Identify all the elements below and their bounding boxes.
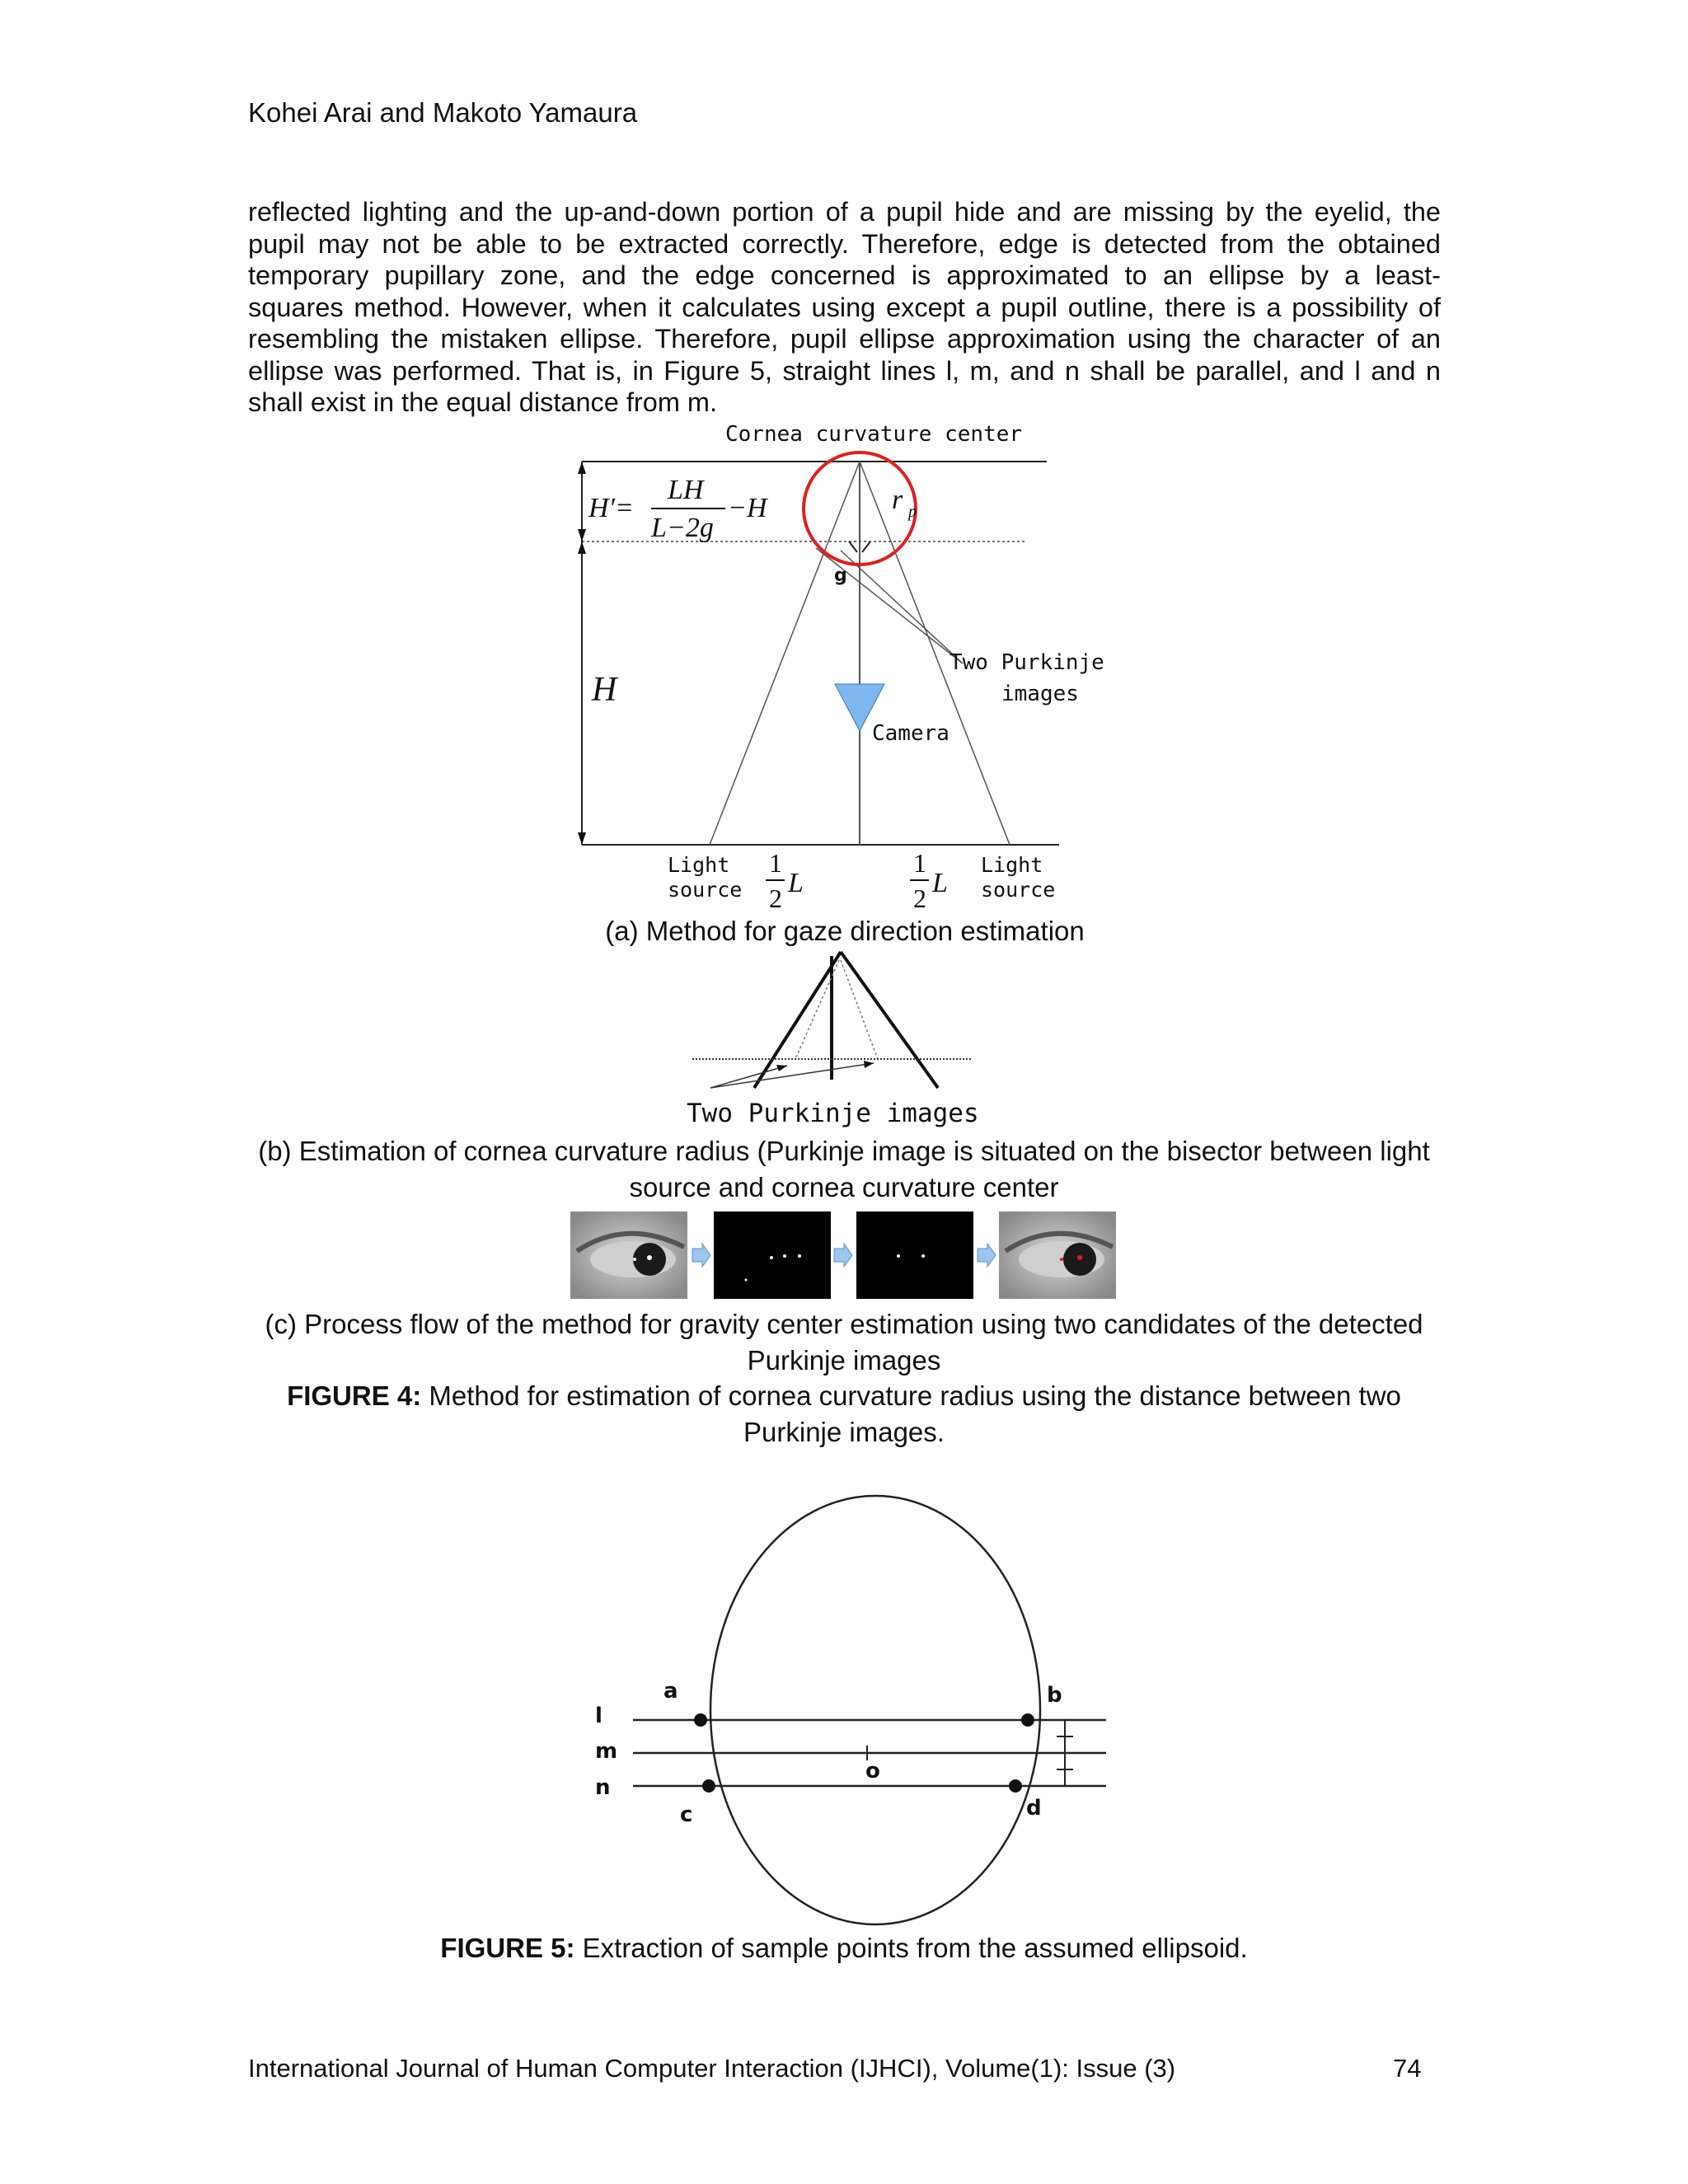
point-a	[694, 1713, 707, 1727]
caption-letter: (a)	[605, 916, 639, 946]
candidate-point	[770, 1256, 773, 1259]
label-n: n	[595, 1775, 611, 1800]
formula-lhs: H′=	[588, 493, 634, 523]
caption-text: Estimation of cornea curvature radius (Purkinje image is situated on the bisector between light	[298, 1136, 1430, 1166]
body-line: temporary pupillary zone, and the edge concerned is approximated to an ellipse by a least-	[248, 260, 1441, 290]
body-paragraph	[248, 196, 1441, 419]
camera-label: Camera	[872, 721, 950, 746]
light-source-right: source	[981, 878, 1056, 902]
l-label: L	[788, 868, 804, 898]
h-label: H	[592, 671, 617, 709]
caption-letter: (b)	[258, 1136, 292, 1166]
half-numerator: 1	[769, 848, 782, 878]
candidate-point	[921, 1254, 925, 1258]
caption-text: Extraction of sample points from the assumed ellipsoid.	[582, 1933, 1248, 1963]
half-denominator: 2	[913, 883, 926, 911]
figure4a-diagram	[569, 416, 1113, 911]
purkinje-label: images	[1001, 682, 1079, 706]
purkinje-label: Two Purkinje images	[687, 1099, 979, 1128]
formula-numerator: LH	[668, 475, 704, 505]
ray-right	[841, 952, 938, 1088]
g-arrow	[849, 541, 857, 552]
point-c	[702, 1779, 715, 1793]
label-a: a	[663, 1679, 678, 1704]
arrow-icon	[978, 1244, 996, 1267]
label-l: l	[595, 1704, 603, 1728]
caption-line	[244, 1378, 1444, 1414]
glint	[647, 1255, 652, 1260]
half-denominator: 2	[769, 883, 782, 911]
label-m: m	[595, 1739, 618, 1764]
arrow-icon	[578, 529, 586, 541]
label-d: d	[1026, 1796, 1042, 1821]
caption-line	[244, 1306, 1444, 1343]
body-line: squares method. However, when it calculates using except a pupil outline, there is a possibility of	[248, 292, 1441, 322]
caption-text: Process flow of the method for gravity center estimation using two candidates of the detected	[304, 1309, 1423, 1339]
arrow-icon	[578, 832, 586, 845]
binary-image	[856, 1212, 973, 1299]
detected-center	[1077, 1255, 1082, 1260]
caption-text: Method for estimation of cornea curvature radius using the distance between two	[429, 1380, 1401, 1411]
body-line: shall exist in the equal distance from m.	[248, 387, 718, 417]
figure4a-caption	[577, 913, 1113, 949]
g-label: g	[834, 565, 847, 586]
light-source-left: source	[668, 878, 743, 902]
candidate-point	[897, 1254, 900, 1258]
formula-rhs: −H	[728, 493, 767, 523]
caption-text: Method for gaze direction estimation	[645, 916, 1085, 946]
candidate-point	[745, 1279, 748, 1282]
caption-letter: (c)	[265, 1309, 297, 1339]
purkinje-label: Two Purkinje	[950, 650, 1104, 675]
body-line: ellipse was performed. That is, in Figure 5, straight lines l, m, and n shall be parallel, and l and n	[248, 355, 1441, 386]
arrow-icon	[864, 1061, 874, 1068]
glint	[633, 1258, 636, 1261]
l-label: L	[932, 868, 948, 898]
formula-denominator: L−2g	[651, 513, 714, 543]
pointer-line	[710, 1063, 874, 1088]
figure5-diagram	[577, 1483, 1121, 1945]
caption-line: Purkinje images	[747, 1345, 941, 1376]
light-source-left: Light	[668, 853, 730, 877]
bisector	[841, 960, 878, 1059]
running-header: Kohei Arai and Makoto Yamaura	[248, 97, 638, 128]
page-number: 74	[1393, 2054, 1422, 2083]
r-label: r	[892, 485, 903, 515]
candidate-point	[798, 1254, 801, 1258]
ray-left	[754, 952, 841, 1088]
caption-line: source and cornea curvature center	[629, 1172, 1059, 1202]
detected-center	[1060, 1258, 1063, 1261]
figure4b-caption	[244, 1133, 1444, 1206]
figure4c-caption	[244, 1306, 1444, 1379]
arrow-icon	[692, 1244, 710, 1267]
point-d	[1009, 1779, 1022, 1793]
process-strip	[569, 1210, 1121, 1301]
body-line: resembling the mistaken ellipse. Therefore, pupil ellipse approximation using the character of an	[248, 324, 1441, 354]
light-source-right: Light	[981, 853, 1043, 877]
arrow-icon	[834, 1244, 852, 1267]
label-c: c	[680, 1802, 693, 1827]
candidate-point	[783, 1254, 786, 1258]
figure-label: FIGURE 5:	[440, 1933, 575, 1963]
arrow-icon	[578, 541, 586, 554]
arrow-icon	[578, 462, 586, 474]
caption-line: Purkinje images.	[743, 1417, 945, 1447]
figure4-caption	[244, 1378, 1444, 1451]
r-subscript: p	[908, 503, 917, 521]
cornea-center-label: Cornea curvature center	[725, 422, 1023, 447]
figure-label: FIGURE 4:	[287, 1380, 422, 1411]
half-numerator: 1	[913, 848, 926, 878]
g-arrow	[862, 541, 870, 552]
figure4c-process-flow	[569, 1210, 1121, 1301]
label-b: b	[1047, 1683, 1062, 1708]
figure5-caption	[244, 1930, 1444, 1966]
binary-image	[714, 1212, 831, 1299]
journal-footer: International Journal of Human Computer Interaction (IJHCI), Volume(1): Issue (3)	[248, 2054, 1176, 2083]
pointer-line	[710, 1066, 787, 1088]
label-o: o	[865, 1759, 880, 1783]
body-line: pupil may not be able to be extracted correctly. Therefore, edge is detected from the obtained	[248, 228, 1441, 259]
figure4b-diagram	[676, 948, 1006, 1129]
body-line: reflected lighting and the up-and-down portion of a pupil hide and are missing by the eyelid, the	[248, 197, 1441, 227]
ellipse-outline	[710, 1496, 1040, 1924]
arrow-icon	[776, 1065, 787, 1071]
point-b	[1021, 1713, 1034, 1727]
caption-line	[244, 1133, 1444, 1169]
